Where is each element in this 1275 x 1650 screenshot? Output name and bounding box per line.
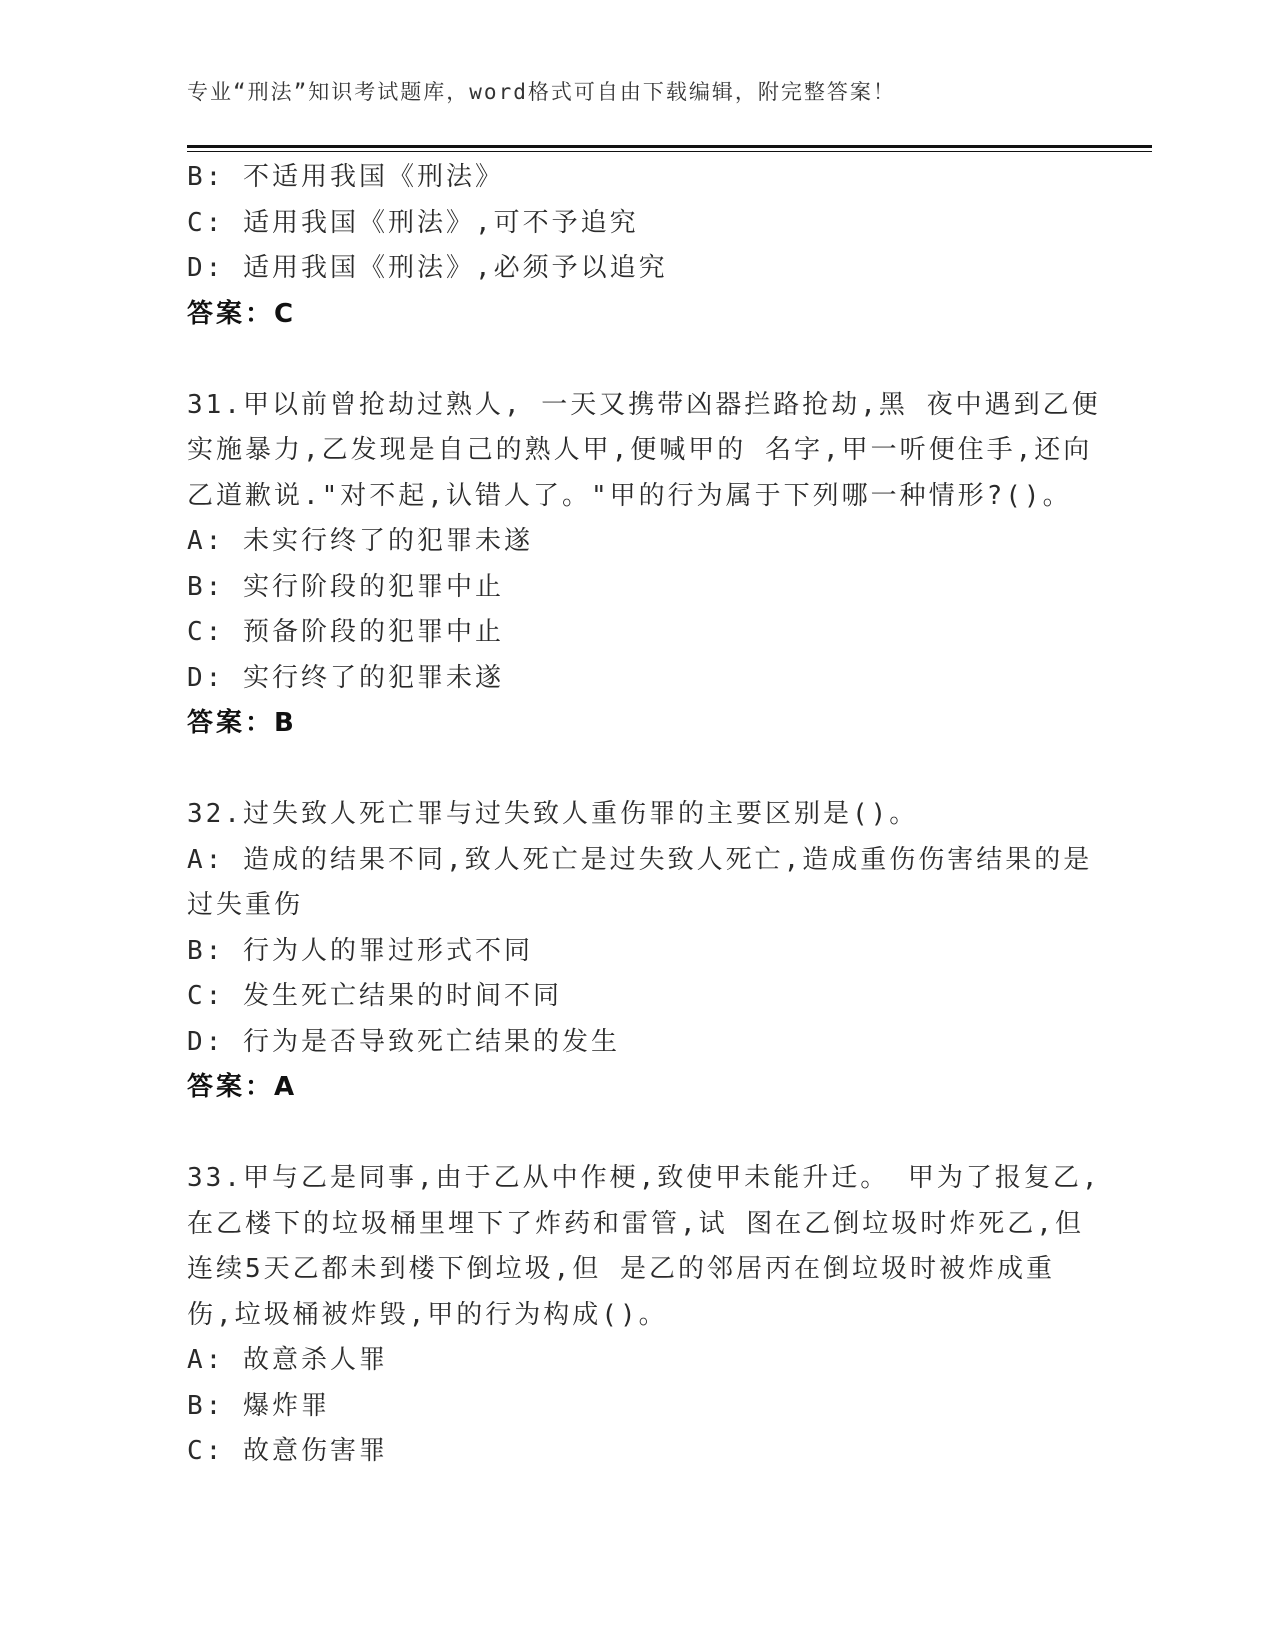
option-d: D: 行为是否导致死亡结果的发生 [187, 1026, 620, 1057]
question-stem-line: 实施暴力,乙发现是自己的熟人甲,便喊甲的 名字,甲一听便住手,还向 [187, 435, 1093, 465]
spacer [187, 1111, 1077, 1157]
option-b: B: 行为人的罪过形式不同 [187, 935, 533, 966]
option-d: D: 实行终了的犯罪未遂 [187, 662, 504, 693]
option-c: C: 发生死亡结果的时间不同 [187, 981, 562, 1011]
question-33 [187, 1156, 1101, 1475]
question-stem-line: 在乙楼下的垃圾桶里埋下了炸药和雷管,试 图在乙倒垃圾时炸死乙,但 [187, 1208, 1084, 1239]
answer-line: 答案：A [187, 1072, 298, 1102]
question-stem-line: 乙道歉说."对不起,认错人了。"甲的行为属于下列哪一种情形?()。 [187, 480, 1072, 511]
header-rule-thin [187, 151, 1152, 152]
option-a: A: 故意杀人罪 [187, 1345, 388, 1375]
option-c: C: 适用我国《刑法》,可不予追究 [187, 207, 639, 238]
option-a: A: 未实行终了的犯罪未遂 [187, 526, 533, 556]
option-c: C: 预备阶段的犯罪中止 [187, 617, 504, 647]
option-b: B: 实行阶段的犯罪中止 [187, 571, 504, 602]
page-header: 专业“刑法”知识考试题库，word格式可自由下载编辑，附完整答案！ [187, 80, 896, 104]
spacer [187, 747, 1077, 793]
question-stem-line: 连续5天乙都未到楼下倒垃圾,但 是乙的邻居丙在倒垃圾时被炸成重 [187, 1254, 1055, 1284]
option-d: D: 适用我国《刑法》,必须予以追究 [187, 253, 668, 283]
header-rule-thick [187, 145, 1152, 148]
spacer [187, 337, 1077, 383]
question-stem-line: 伤,垃圾桶被炸毁,甲的行为构成()。 [187, 1299, 668, 1330]
option-b: B: 爆炸罪 [187, 1390, 330, 1421]
question-content [187, 155, 1101, 1475]
question-stem-line: 33.甲与乙是同事,由于乙从中作梗,致使甲未能升迁。 甲为了报复乙, [187, 1163, 1101, 1193]
question-stem-line: 31.甲以前曾抢劫过熟人, 一天又携带凶器拦路抢劫,黑 夜中遇到乙便 [187, 389, 1101, 420]
answer-line: 答案：B [187, 708, 297, 738]
option-c: C: 故意伤害罪 [187, 1436, 388, 1466]
prev-question [187, 155, 1077, 337]
question-31 [187, 383, 1101, 747]
option-b: B: 不适用我国《刑法》 [187, 162, 504, 192]
answer-line: 答案：C [187, 298, 297, 329]
question-stem-line: 32.过失致人死亡罪与过失致人重伤罪的主要区别是()。 [187, 799, 919, 829]
question-32 [187, 792, 1093, 1111]
option-a-continued: 过失重伤 [187, 890, 304, 920]
option-a: A: 造成的结果不同,致人死亡是过失致人死亡,造成重伤伤害结果的是 [187, 844, 1093, 875]
